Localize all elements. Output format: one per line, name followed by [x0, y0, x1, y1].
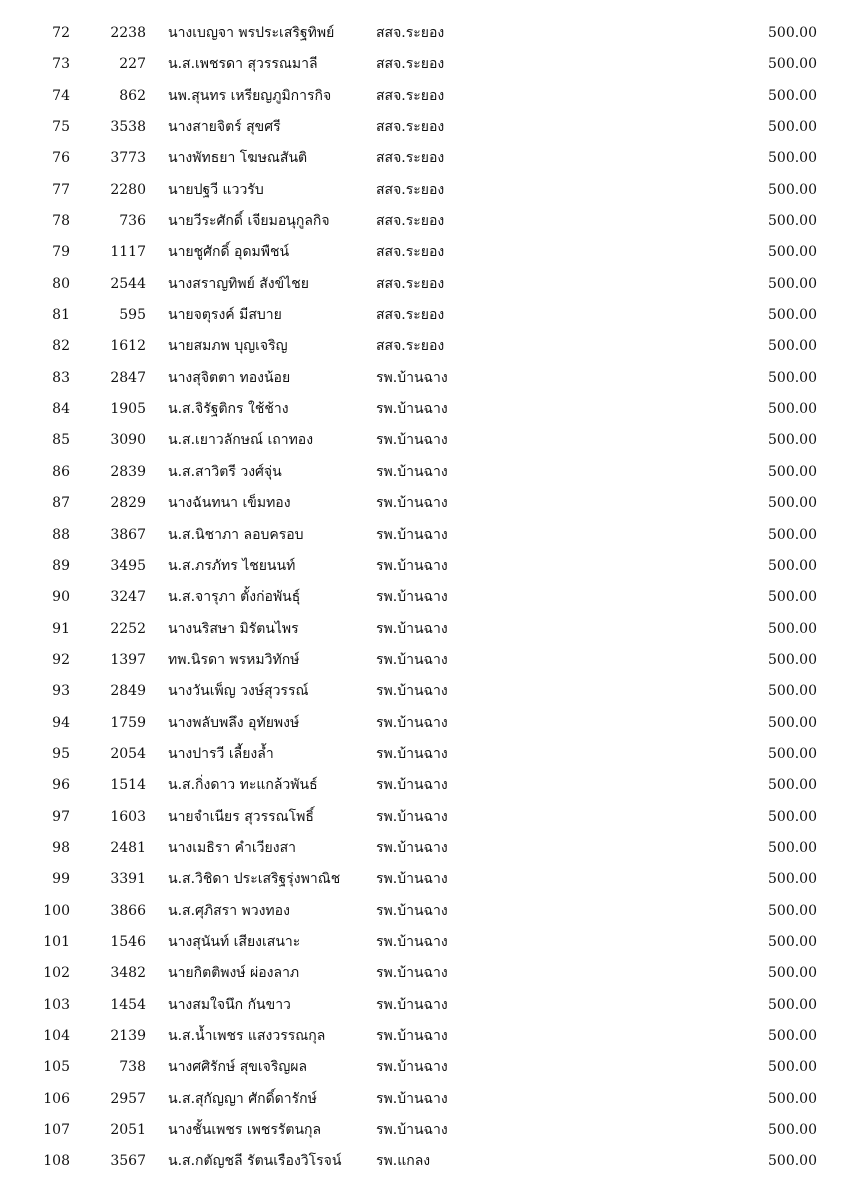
member-id: 736 [119, 213, 146, 230]
row-number: 92 [52, 651, 70, 668]
amount: 500.00 [768, 1153, 817, 1170]
member-unit: รพ.บ้านฉาง [376, 1059, 448, 1076]
list-row [0, 425, 849, 456]
row-number: 74 [52, 87, 70, 104]
member-name: นางสมใจนึก กันขาว [168, 996, 291, 1013]
member-unit: รพ.แกลง [376, 1153, 431, 1170]
member-id: 3090 [110, 432, 146, 449]
list-row [0, 676, 849, 707]
list-row [0, 520, 849, 551]
member-name: น.ส.นิชาภา ลอบครอบ [168, 526, 304, 543]
member-name: น.ส.น้ำเพชร แสงวรรณกุล [168, 1028, 326, 1044]
amount: 500.00 [768, 589, 817, 606]
member-name: น.ส.สาวิตรี วงศ์จุ่น [168, 463, 282, 480]
row-number: 73 [52, 56, 70, 73]
row-number: 85 [52, 432, 70, 449]
member-id: 1117 [110, 244, 146, 261]
row-number: 81 [52, 307, 70, 324]
amount: 500.00 [768, 1028, 817, 1044]
amount: 500.00 [768, 714, 817, 731]
member-name: นางพัทธยา โฆษณสันติ [168, 150, 308, 167]
member-id: 1905 [110, 401, 146, 418]
row-number: 88 [52, 526, 70, 543]
list-row [0, 1084, 849, 1115]
member-name: นางนริสษา มิรัตนไพร [168, 620, 299, 637]
amount: 500.00 [768, 463, 817, 480]
member-id: 2139 [110, 1028, 146, 1044]
amount: 500.00 [768, 526, 817, 543]
member-unit: รพ.บ้านฉาง [376, 965, 448, 982]
member-unit: รพ.บ้านฉาง [376, 933, 448, 950]
member-unit: รพ.บ้านฉาง [376, 808, 448, 825]
member-unit: สสจ.ระยอง [376, 25, 445, 41]
row-number: 100 [43, 902, 70, 919]
row-number: 107 [43, 1122, 70, 1139]
amount: 500.00 [768, 119, 817, 136]
member-name: นางสุจิตตา ทองน้อย [168, 369, 291, 386]
member-id: 2252 [110, 620, 146, 637]
member-unit: รพ.บ้านฉาง [376, 651, 448, 668]
list-row [0, 300, 849, 331]
member-name: นางวันเพ็ญ วงษ์สุวรรณ์ [168, 683, 309, 700]
list-row [0, 1115, 849, 1146]
member-unit: สสจ.ระยอง [376, 181, 445, 198]
list-row [0, 770, 849, 801]
member-name: นายกิตติพงษ์ ผ่องลาภ [168, 965, 300, 982]
list-row [0, 331, 849, 362]
amount: 500.00 [768, 213, 817, 230]
list-row [0, 833, 849, 864]
member-id: 2839 [110, 463, 146, 480]
list-row [0, 1146, 849, 1177]
member-name: น.ส.สุกัญญา ศักดิ์ดารักษ์ [168, 1090, 317, 1107]
amount: 500.00 [768, 965, 817, 982]
member-unit: รพ.บ้านฉาง [376, 526, 448, 543]
list-row [0, 739, 849, 770]
list-row [0, 645, 849, 676]
member-unit: รพ.บ้านฉาง [376, 463, 448, 480]
row-number: 104 [43, 1028, 70, 1044]
amount: 500.00 [768, 557, 817, 574]
amount: 500.00 [768, 307, 817, 324]
row-number: 84 [52, 401, 70, 418]
member-id: 2957 [110, 1090, 146, 1107]
list-row [0, 927, 849, 958]
member-name: นายวีระศักดิ์ เจียมอนุกูลกิจ [168, 213, 330, 230]
list-row [0, 394, 849, 425]
member-id: 3391 [110, 871, 146, 888]
row-number: 108 [43, 1153, 70, 1170]
member-id: 3247 [110, 589, 146, 606]
amount: 500.00 [768, 1090, 817, 1107]
member-unit: รพ.บ้านฉาง [376, 620, 448, 637]
row-number: 95 [52, 745, 70, 762]
member-unit: รพ.บ้านฉาง [376, 557, 448, 574]
member-name: นางฉันทนา เข็มทอง [168, 495, 291, 512]
row-number: 86 [52, 463, 70, 480]
amount: 500.00 [768, 495, 817, 512]
row-number: 76 [52, 150, 70, 167]
list-row [0, 49, 849, 80]
list-row [0, 990, 849, 1021]
member-unit: สสจ.ระยอง [376, 275, 445, 292]
amount: 500.00 [768, 996, 817, 1013]
member-unit: รพ.บ้านฉาง [376, 683, 448, 700]
row-number: 94 [52, 714, 70, 731]
row-number: 101 [43, 933, 70, 950]
amount: 500.00 [768, 275, 817, 292]
member-id: 3567 [110, 1153, 146, 1170]
member-id: 2544 [110, 275, 146, 292]
member-id: 1514 [110, 777, 146, 794]
member-name: นายสมภพ บุญเจริญ [168, 338, 288, 355]
row-number: 105 [43, 1059, 70, 1076]
row-number: 103 [43, 996, 70, 1013]
member-id: 3867 [110, 526, 146, 543]
member-id: 2238 [110, 25, 146, 41]
amount: 500.00 [768, 401, 817, 418]
member-name: นางสราญทิพย์ สังข์ไชย [168, 275, 309, 292]
member-name: นางปารวี เลี้ยงล้ำ [168, 745, 274, 762]
list-row [0, 175, 849, 206]
row-number: 72 [52, 25, 70, 41]
member-name: นายปฐวี แววรับ [168, 181, 264, 198]
member-id: 3538 [110, 119, 146, 136]
member-id: 3482 [110, 965, 146, 982]
row-number: 97 [52, 808, 70, 825]
member-id: 2829 [110, 495, 146, 512]
amount: 500.00 [768, 777, 817, 794]
amount: 500.00 [768, 902, 817, 919]
row-number: 77 [52, 181, 70, 198]
amount: 500.00 [768, 620, 817, 637]
member-unit: รพ.บ้านฉาง [376, 745, 448, 762]
amount: 500.00 [768, 244, 817, 261]
member-id: 862 [119, 87, 146, 104]
amount: 500.00 [768, 25, 817, 41]
member-name: นางพลับพลึง อุทัยพงษ์ [168, 714, 300, 731]
member-unit: รพ.บ้านฉาง [376, 1090, 448, 1107]
member-unit: สสจ.ระยอง [376, 87, 445, 104]
member-unit: รพ.บ้านฉาง [376, 1122, 448, 1139]
member-name: น.ส.เยาวลักษณ์ เถาทอง [168, 432, 314, 449]
row-number: 93 [52, 683, 70, 700]
member-name: น.ส.เพชรดา สุวรรณมาลี [168, 56, 318, 73]
member-unit: รพ.บ้านฉาง [376, 871, 448, 888]
amount: 500.00 [768, 745, 817, 762]
amount: 500.00 [768, 87, 817, 104]
amount: 500.00 [768, 338, 817, 355]
list-row [0, 81, 849, 112]
row-number: 90 [52, 589, 70, 606]
member-id: 3773 [110, 150, 146, 167]
member-name: น.ส.กตัญชลี รัตนเรืองวิโรจน์ [168, 1153, 342, 1170]
list-row [0, 864, 849, 895]
amount: 500.00 [768, 369, 817, 386]
list-row [0, 614, 849, 645]
member-name: น.ส.ภรภัทร ไชยนนท์ [168, 557, 296, 574]
row-number: 106 [43, 1090, 70, 1107]
list-row [0, 143, 849, 174]
amount: 500.00 [768, 181, 817, 198]
member-unit: รพ.บ้านฉาง [376, 369, 448, 386]
member-unit: รพ.บ้านฉาง [376, 714, 448, 731]
member-unit: รพ.บ้านฉาง [376, 401, 448, 418]
amount: 500.00 [768, 1122, 817, 1139]
amount: 500.00 [768, 150, 817, 167]
member-name: นางสุนันท์ เสียงเสนาะ [168, 933, 301, 950]
member-id: 227 [119, 56, 146, 73]
member-id: 2847 [110, 369, 146, 386]
row-number: 102 [43, 965, 70, 982]
member-name: นายชูศักดิ์ อุดมพืชน์ [168, 244, 290, 261]
member-unit: รพ.บ้านฉาง [376, 495, 448, 512]
member-name: นางเมธิรา คำเวียงสา [168, 839, 296, 856]
member-id: 595 [119, 307, 146, 324]
amount: 500.00 [768, 432, 817, 449]
member-name: น.ส.จารุภา ตั้งก่อพันธุ์ [168, 589, 301, 606]
list-row [0, 206, 849, 237]
member-unit: รพ.บ้านฉาง [376, 839, 448, 856]
row-number: 98 [52, 839, 70, 856]
member-name: น.ส.ศุภิสรา พวงทอง [168, 902, 290, 919]
list-row [0, 269, 849, 300]
amount: 500.00 [768, 933, 817, 950]
member-list [0, 18, 849, 1178]
list-row [0, 551, 849, 582]
row-number: 79 [52, 244, 70, 261]
row-number: 87 [52, 495, 70, 512]
member-unit: สสจ.ระยอง [376, 56, 445, 73]
member-id: 3495 [110, 557, 146, 574]
amount: 500.00 [768, 1059, 817, 1076]
member-id: 1612 [110, 338, 146, 355]
row-number: 80 [52, 275, 70, 292]
row-number: 78 [52, 213, 70, 230]
row-number: 96 [52, 777, 70, 794]
member-unit: สสจ.ระยอง [376, 338, 445, 355]
member-id: 738 [119, 1059, 146, 1076]
amount: 500.00 [768, 808, 817, 825]
member-unit: รพ.บ้านฉาง [376, 996, 448, 1013]
list-row [0, 1021, 849, 1052]
list-row [0, 896, 849, 927]
member-unit: สสจ.ระยอง [376, 213, 445, 230]
list-row [0, 18, 849, 49]
amount: 500.00 [768, 871, 817, 888]
member-unit: รพ.บ้านฉาง [376, 902, 448, 919]
list-row [0, 582, 849, 613]
member-id: 1546 [110, 933, 146, 950]
amount: 500.00 [768, 839, 817, 856]
row-number: 75 [52, 119, 70, 136]
member-unit: สสจ.ระยอง [376, 150, 445, 167]
member-unit: รพ.บ้านฉาง [376, 1028, 448, 1044]
row-number: 82 [52, 338, 70, 355]
row-number: 91 [52, 620, 70, 637]
amount: 500.00 [768, 56, 817, 73]
list-row [0, 363, 849, 394]
member-unit: รพ.บ้านฉาง [376, 589, 448, 606]
member-name: นางชั้นเพชร เพชรรัตนกุล [168, 1122, 322, 1139]
member-name: นพ.สุนทร เหรียญภูมิการกิจ [168, 87, 332, 104]
list-row [0, 112, 849, 143]
row-number: 99 [52, 871, 70, 888]
member-id: 2051 [110, 1122, 146, 1139]
member-id: 2849 [110, 683, 146, 700]
member-unit: รพ.บ้านฉาง [376, 432, 448, 449]
member-id: 2280 [110, 181, 146, 198]
member-id: 1454 [110, 996, 146, 1013]
list-row [0, 457, 849, 488]
member-name: ทพ.นิรดา พรหมวิทักษ์ [168, 651, 300, 668]
member-unit: สสจ.ระยอง [376, 119, 445, 136]
member-id: 2054 [110, 745, 146, 762]
member-name: น.ส.กิ่งดาว ทะแกล้วพันธ์ [168, 777, 318, 794]
member-name: นางสายจิตร์ สุขศรี [168, 119, 281, 136]
member-id: 1759 [110, 714, 146, 731]
member-unit: สสจ.ระยอง [376, 244, 445, 261]
member-name: นางศศิรักษ์ สุขเจริญผล [168, 1059, 308, 1076]
row-number: 83 [52, 369, 70, 386]
member-name: น.ส.วิชิดา ประเสริฐรุ่งพาณิช [168, 871, 341, 888]
row-number: 89 [52, 557, 70, 574]
member-unit: รพ.บ้านฉาง [376, 777, 448, 794]
amount: 500.00 [768, 651, 817, 668]
amount: 500.00 [768, 683, 817, 700]
list-row [0, 958, 849, 989]
list-row [0, 802, 849, 833]
member-id: 3866 [110, 902, 146, 919]
member-id: 2481 [110, 839, 146, 856]
member-name: น.ส.จิรัฐติกร ใช้ช้าง [168, 401, 289, 418]
member-name: นายจตุรงค์ มีสบาย [168, 307, 282, 324]
member-unit: สสจ.ระยอง [376, 307, 445, 324]
member-name: นางเบญจา พรประเสริฐทิพย์ [168, 25, 335, 41]
list-row [0, 488, 849, 519]
member-id: 1603 [110, 808, 146, 825]
list-row [0, 1052, 849, 1083]
member-id: 1397 [110, 651, 146, 668]
list-row [0, 708, 849, 739]
member-name: นายจำเนียร สุวรรณโพธิ์ [168, 808, 314, 825]
list-row [0, 237, 849, 268]
